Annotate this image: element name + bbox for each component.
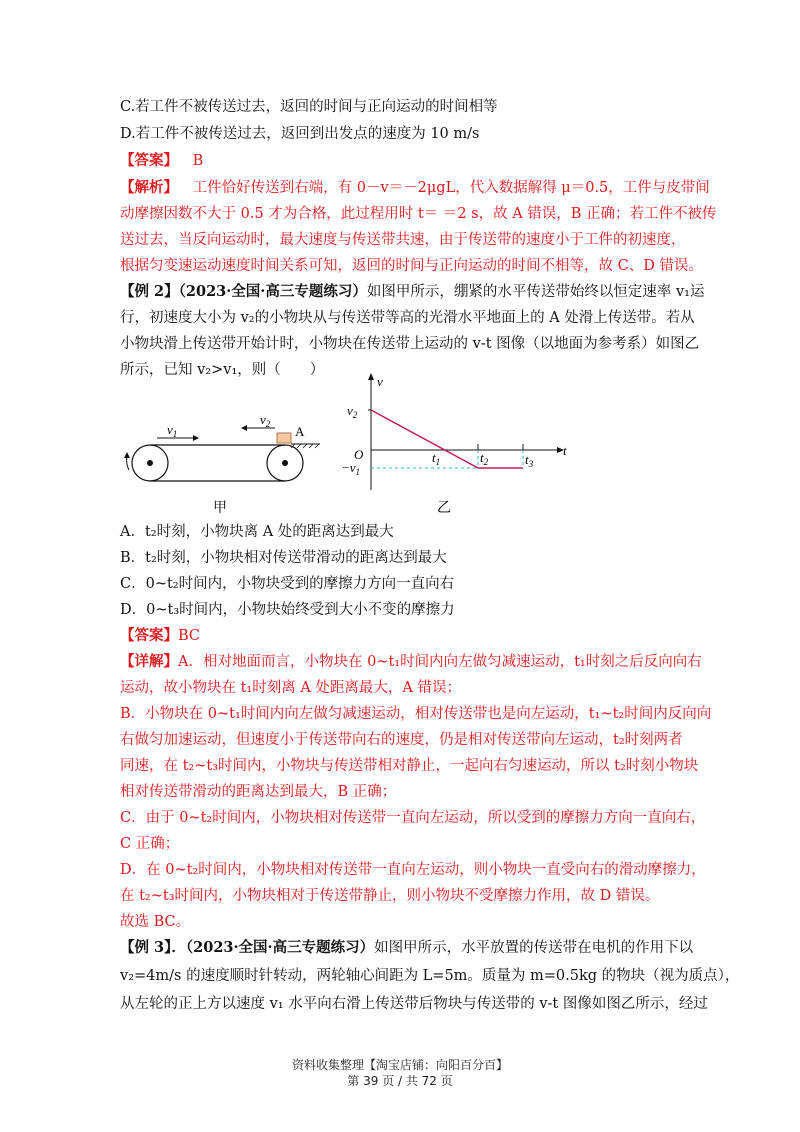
detail-line-1: 运动，故小物块在 t₁时刻离 A 处距离最大，A 错误；	[120, 680, 462, 696]
footer-shop: 资料收集整理【淘宝店铺：向阳百分百】	[291, 1058, 508, 1072]
option-c: C．0~t₂时间内，小物块受到的摩擦力方向一直向右	[120, 576, 455, 592]
option-d-prev: D.若工件不被传送过去，返回到出发点的速度为 10 m/s	[120, 126, 480, 142]
detail-line-5: 相对传送带滑动的距离达到最大，B 正确；	[120, 784, 397, 800]
label-a: A	[295, 424, 305, 439]
detail-label: 【详解】	[120, 653, 178, 670]
rotation-arrow-head	[124, 452, 130, 458]
example-2-line-1: 行，初速度大小为 v₂的小物块从与传送带等高的光滑水平地面上的 A 处滑上传送带。若从	[120, 310, 695, 326]
label-v: v	[377, 374, 383, 389]
answer-label: 【答案】	[120, 152, 178, 169]
detail-line-0	[120, 652, 702, 672]
caption-yi: 乙	[437, 501, 451, 516]
detail-line-3: 右做匀加速运动，但速度小于传送带向右的速度，仍是相对传送带向左运动，t₂时刻两者	[120, 732, 683, 748]
v2-label: $v_2$	[260, 412, 271, 429]
analysis-1-line-1: 动摩擦因数不大于 0.5 才为合格，此过程用时 t＝ ＝2 s，故 A 错误，B 正确；若工件不被传	[120, 206, 717, 222]
detail-line-8: D．在 0~t₂时间内，小物块相对传送带一直向左运动，则小物块一直受向右的滑动摩擦力，	[120, 862, 706, 878]
example-2-line-2: 小物块滑上传送带开始计时，小物块在传送带上运动的 v-t 图像（以地面为参考系）如图乙	[120, 336, 700, 352]
analysis-1-line-3: 根据匀变速运动速度时间关系可知，返回的时间与正向运动的时间不相等，故 C、D 错误。	[120, 258, 703, 274]
detail-text: A．相对地面而言，小物块在 0~t₁时间内向左做匀减速运动，t₁时刻之后反向向右	[178, 654, 702, 670]
figure-vt-graph	[335, 370, 580, 520]
left-axle	[147, 460, 153, 466]
block-a	[277, 433, 291, 443]
detail-line-10: 故选 BC。	[120, 914, 191, 930]
detail-line-7: C 正确；	[120, 836, 180, 852]
option-b: B．t₂时刻，小物块相对传送带滑动的距离达到最大	[120, 550, 447, 566]
analysis-1-line-0	[120, 178, 710, 198]
answer-value: B	[192, 153, 204, 169]
detail-line-6: C．由于 0~t₂时间内，小物块相对传送带一直向左运动，所以受到的摩擦力方向一直向右，	[120, 810, 706, 826]
option-c-prev: C.若工件不被传送过去，返回的时间与正向运动的时间相等	[120, 99, 498, 115]
ground-hatch	[291, 444, 319, 448]
analysis-text: 工件恰好传送到右端，有 0－v＝－2μgL，代入数据解得 μ＝0.5，工件与皮带间	[192, 180, 710, 196]
answer-2-value: BC	[178, 628, 201, 644]
label-v2: $v_2$	[347, 403, 358, 420]
example-2-source: （2023·全国·高三专题练习）	[178, 283, 367, 300]
label-t2: $t_2$	[480, 450, 489, 467]
label-neg-v1: $-v_1$	[341, 460, 361, 477]
caption-jia: 甲	[213, 501, 227, 516]
option-d: D．0~t₃时间内，小物块始终受到大小不变的摩擦力	[120, 602, 455, 618]
detail-line-4: 同速，在 t₂~t₃时间内，小物块与传送带相对静止，一起向右匀速运动，所以 t₂时刻小物块	[120, 758, 699, 774]
example-3-text: 如图甲所示，水平放置的传送带在电机的作用下以	[374, 940, 694, 956]
analysis-label: 【解析】	[120, 179, 178, 196]
vt-curve	[371, 410, 523, 468]
example-3-label: 【例 3】．	[120, 939, 186, 956]
right-axle	[282, 460, 288, 466]
example-2-label: 【例 2】	[120, 283, 179, 300]
footer-page-number: 第 39 页 / 共 72 页	[347, 1074, 453, 1088]
example-3-source: （2023·全国·高三专题练习）	[185, 939, 375, 956]
label-t3: $t_3$	[525, 452, 534, 469]
answer-1	[120, 151, 203, 171]
label-origin: O	[354, 447, 364, 462]
v1-arrow-head	[193, 435, 199, 441]
detail-line-2: B．小物块在 0~t₁时间内向左做匀减速运动，相对传送带也是向左运动，t₁~t₂时间内反向向	[120, 706, 712, 722]
example-2-header	[120, 282, 704, 302]
example-3-header	[120, 938, 693, 958]
figure-conveyor-belt	[115, 400, 330, 520]
answer-2-label: 【答案】	[120, 627, 178, 644]
v1-label: $v_1$	[167, 422, 178, 439]
answer-2	[120, 626, 200, 646]
analysis-1-line-2: 送过去，当反向运动时，最大速度与传送带共速，由于传送带的速度小于工件的初速度，	[120, 232, 686, 248]
v-axis-arrow	[368, 373, 374, 380]
v2-arrow-head	[241, 425, 247, 431]
label-t1: $t_1$	[432, 450, 441, 467]
example-2-text: 如图甲所示，绷紧的水平传送带始终以恒定速率 v₁运	[366, 284, 705, 300]
example-2-line-3: 所示，已知 v₂>v₁，则（ ）	[120, 362, 325, 378]
rotation-arc	[127, 456, 129, 470]
label-t: t	[563, 443, 567, 458]
detail-line-9: 在 t₂~t₃时间内，小物块相对于传送带静止，则小物块不受摩擦力作用，故 D 错误。	[120, 888, 660, 904]
option-a: A．t₂时刻，小物块离 A 处的距离达到最大	[120, 524, 394, 540]
example-3-line-1: v₂=4m/s 的速度顺时针转动，两轮轴心间距为 L=5m。质量为 m=0.5kg 的物块（视为质点），	[120, 968, 740, 984]
example-3-line-2: 从左轮的正上方以速度 v₁ 水平向右滑上传送带后物块与传送带的 v-t 图像如图乙所示，经过	[120, 996, 708, 1012]
